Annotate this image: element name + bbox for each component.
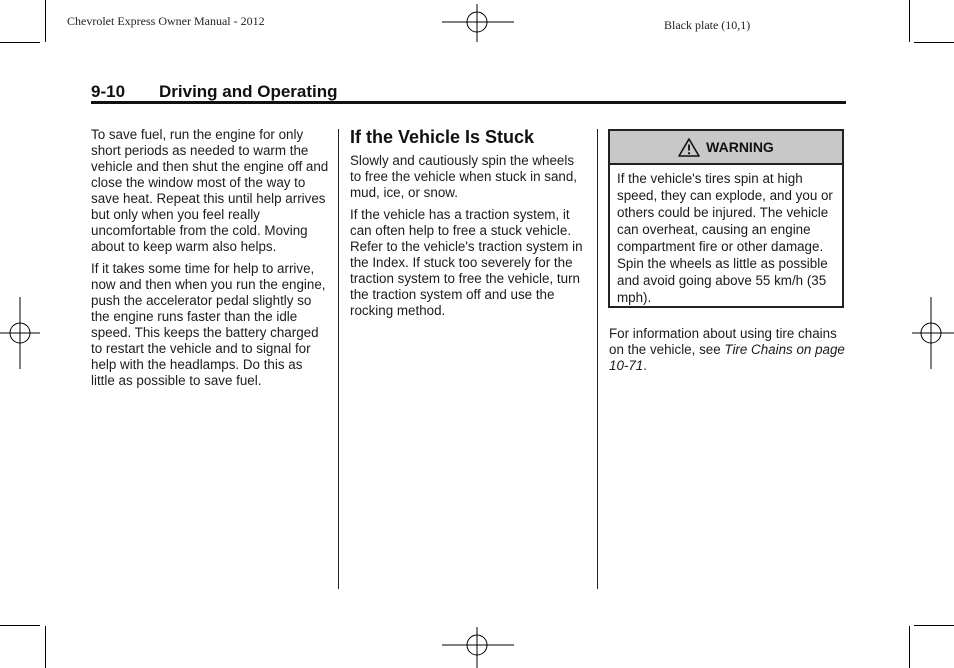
print-header-left: Chevrolet Express Owner Manual - 2012 — [67, 14, 265, 28]
crop-mark-top-left-v — [45, 0, 46, 42]
crop-mark-bottom-left-h — [0, 625, 40, 626]
header-rule — [91, 101, 846, 104]
crop-mark-bottom-left-v — [45, 626, 46, 668]
crop-mark-bottom-right-v — [909, 626, 910, 668]
paragraph: To save fuel, run the engine for only short periods as needed to warm the vehicle and then shut the engine off and close the window most of the way to save heat. Repeat this until help arrives but only when you feel really uncomfortable from the cold. Moving about to keep warm also helps. — [91, 127, 329, 254]
paragraph: Slowly and cautiously spin the wheels to free the vehicle when stuck in sand, mud, ice, or snow. — [350, 153, 578, 200]
warning-triangle-icon — [678, 138, 700, 157]
warning-header — [610, 131, 842, 165]
crop-mark-top-right-h — [914, 42, 954, 43]
paragraph: If the vehicle has a traction system, it can often help to free a stuck vehicle. Refer to the vehicle's traction system in the Index. If stuck too severely for the traction system to free the vehicle, turn the traction system off and use the rocking method. — [350, 207, 583, 318]
crop-mark-top-right-v — [909, 0, 910, 42]
warning-title: WARNING — [706, 139, 774, 155]
section-header — [91, 80, 846, 102]
section-title: Driving and Operating — [159, 82, 338, 101]
cross-reference-link[interactable]: Tire Chains on page 10-71 — [609, 342, 845, 373]
subsection-heading: If the Vehicle Is Stuck — [350, 127, 535, 147]
warning-box — [608, 129, 844, 308]
registration-mark-right — [912, 297, 954, 369]
registration-mark-bottom — [442, 627, 514, 668]
column-2 — [350, 127, 586, 325]
info-text: For information about using tire chains on the vehicle, see — [609, 326, 837, 357]
crop-mark-bottom-right-h — [914, 625, 954, 626]
registration-mark-top — [442, 4, 514, 42]
info-suffix: . — [643, 358, 647, 373]
column-3-info — [609, 326, 845, 380]
column-1 — [91, 127, 329, 395]
crop-mark-top-left-h — [0, 42, 40, 43]
column-divider-1 — [338, 129, 339, 589]
paragraph — [609, 326, 845, 374]
print-header-right: Black plate (10,1) — [664, 18, 751, 32]
column-divider-2 — [597, 129, 598, 589]
warning-text: If the vehicle's tires spin at high speed, they can explode, and you or others could be injured. The vehicle can overheat, causing an engine compartment fire or other damage. Spin the wheels as little as possible and avoid going above 55 km/h (35 mph). — [617, 171, 833, 305]
paragraph: If it takes some time for help to arrive, now and then when you run the engine, push the accelerator pedal slightly so the engine runs faster than the idle speed. This keeps the battery charged to restart the vehicle and to signal for help with the headlamps. Do this as little as possible to save fuel. — [91, 261, 326, 388]
registration-mark-left — [0, 297, 40, 369]
page-number: 9-10 — [91, 82, 126, 101]
